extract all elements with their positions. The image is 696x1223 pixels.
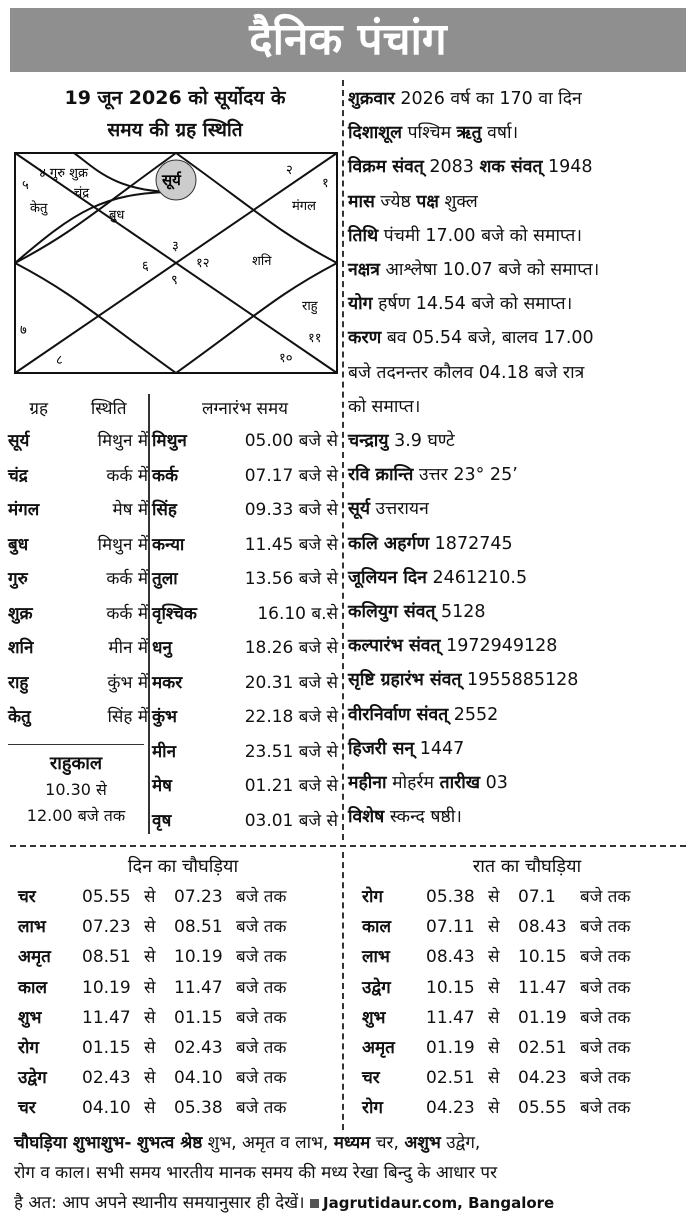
info-row <box>348 595 688 629</box>
chart-top-left: ४ गुरु शुक्र <box>39 166 88 181</box>
grah-name: शनि <box>8 638 34 658</box>
lagna-time: 13.56 बजे से <box>244 569 338 589</box>
choghadiya-end: 01.19 <box>518 1007 567 1028</box>
choghadiya-se: से <box>488 1098 500 1119</box>
choghadiya-row <box>18 1093 348 1123</box>
info-row <box>348 629 688 663</box>
choghadiya-tak: बजे तक <box>580 1038 631 1059</box>
lagna-row <box>152 666 338 701</box>
choghadiya-name: चर <box>18 1098 36 1119</box>
lagna-row <box>152 700 338 735</box>
choghadiya-end: 08.43 <box>518 917 567 938</box>
grah-row <box>8 493 148 528</box>
svg-text:बुध: बुध <box>109 208 125 223</box>
choghadiya-tak: बजे तक <box>580 947 631 968</box>
info-key: दिशाशूल <box>348 123 403 144</box>
choghadiya-start: 10.15 <box>426 977 475 998</box>
grah-position: कर्क में <box>106 569 148 589</box>
choghadiya-tak: बजे तक <box>236 1098 287 1119</box>
choghadiya-start: 10.19 <box>82 977 131 998</box>
rahukaal-line1: 10.30 से <box>45 780 107 799</box>
lagna-row <box>152 562 338 597</box>
grah-row <box>8 528 148 563</box>
info-key: कलियुग संवत् <box>348 602 436 623</box>
choghadiya-tak: बजे तक <box>236 1068 287 1089</box>
lagna-name: धनु <box>152 638 172 658</box>
choghadiya-se: से <box>144 1038 156 1059</box>
choghadiya-row <box>18 973 348 1003</box>
info-value: आश्लेषा 10.07 बजे को समाप्त। <box>379 260 600 281</box>
rahukaal-label: राहुकाल <box>49 753 103 774</box>
choghadiya-end: 10.19 <box>174 947 223 968</box>
info-row <box>348 766 688 800</box>
grah-row <box>8 459 148 494</box>
info-row <box>348 287 688 321</box>
grah-position: मेष में <box>112 500 148 520</box>
info-key: ऋतु <box>456 123 482 144</box>
section-divider <box>10 845 686 847</box>
info-value: 2026 वर्ष का 170 वा दिन <box>394 89 582 109</box>
choghadiya-row <box>362 882 692 912</box>
lagna-row <box>152 631 338 666</box>
svg-text:६: ६ <box>142 259 149 274</box>
svg-text:राहु: राहु <box>302 299 318 314</box>
choghadiya-row <box>362 1003 692 1033</box>
info-value: 2083 <box>423 157 480 178</box>
choghadiya-name: शुभ <box>362 1007 386 1028</box>
info-row <box>348 116 688 150</box>
choghadiya-row <box>18 942 348 972</box>
lagna-name: वृश्चिक <box>152 603 197 624</box>
choghadiya-tak: बजे तक <box>580 887 631 907</box>
info-value: उत्तर 23° 25’ <box>413 465 518 486</box>
info-value: ज्येष्ठ <box>374 191 417 212</box>
choghadiya-se: से <box>488 1038 500 1059</box>
choghadiya-se: से <box>488 887 500 907</box>
grah-position: कर्क में <box>106 603 148 624</box>
lagna-header: लग्नारंभ समय <box>202 399 288 419</box>
info-key: रवि क्रान्ति <box>348 465 414 486</box>
lagna-row <box>152 493 338 528</box>
choghadiya-name: लाभ <box>18 917 46 938</box>
choghadiya-se: से <box>488 947 500 968</box>
choghadiya-tak: बजे तक <box>236 887 287 907</box>
choghadiya-end: 11.47 <box>518 977 567 998</box>
choghadiya-tak: बजे तक <box>580 977 631 998</box>
svg-text:सूर्य: सूर्य <box>162 171 181 189</box>
info-key: तारीख <box>439 773 481 794</box>
lagna-row <box>152 804 338 839</box>
info-value: 1447 <box>414 738 465 759</box>
info-row <box>348 698 688 732</box>
info-value: मोहर्रम <box>386 773 440 794</box>
choghadiya-end: 04.10 <box>174 1068 223 1089</box>
info-value: वर्षा। <box>481 123 519 144</box>
choghadiya-se: से <box>488 917 500 938</box>
info-key: नक्षत्र <box>348 260 380 281</box>
choghadiya-end: 05.55 <box>518 1098 567 1119</box>
choghadiya-tak: बजे तक <box>580 1068 631 1089</box>
night-choghadiya-heading: रात का चौघड़िया <box>472 856 582 877</box>
svg-text:१२: १२ <box>196 256 210 271</box>
lagna-name: कुंभ <box>152 707 178 727</box>
info-value: 1972949128 <box>440 636 558 657</box>
info-key: विशेष <box>348 807 385 828</box>
choghadiya-tak: बजे तक <box>580 1098 631 1119</box>
choghadiya-se: से <box>488 1068 500 1089</box>
grah-name: बुध <box>8 534 29 555</box>
info-value: शुक्ल <box>438 191 478 212</box>
lagna-time: 18.26 बजे से <box>244 638 338 658</box>
info-value: स्कन्द षष्ठी। <box>384 807 462 828</box>
grah-position: सिंह में <box>107 707 148 727</box>
info-row <box>348 561 688 595</box>
grah-row <box>8 631 148 666</box>
lagna-name: मीन <box>152 741 177 762</box>
info-key: पक्ष <box>416 191 439 212</box>
choghadiya-end: 11.47 <box>174 977 223 998</box>
grah-name: शुक्र <box>8 603 33 624</box>
choghadiya-name: चर <box>18 887 36 907</box>
info-row <box>348 253 688 287</box>
sthiti-header: स्थिति <box>90 399 127 419</box>
grah-name: केतु <box>8 707 31 727</box>
choghadiya-tak: बजे तक <box>236 1007 287 1028</box>
lagna-table <box>152 394 338 838</box>
info-key: चन्द्रायु <box>348 431 389 452</box>
lagna-time: 05.00 बजे से <box>244 431 338 451</box>
lagna-name: कर्क <box>152 465 179 486</box>
choghadiya-tak: बजे तक <box>236 1038 287 1059</box>
lagna-name: मेष <box>152 776 172 796</box>
lagna-row <box>152 459 338 494</box>
info-row <box>348 82 688 116</box>
svg-text:५: ५ <box>22 178 29 193</box>
svg-text:८: ८ <box>56 353 63 368</box>
lagna-time: 09.33 बजे से <box>244 500 338 520</box>
svg-text:चंद्र: चंद्र <box>74 186 90 201</box>
info-value: पश्चिम <box>402 123 457 144</box>
choghadiya-end: 02.43 <box>174 1038 223 1059</box>
choghadiya-end: 10.15 <box>518 947 567 968</box>
lagna-name: कन्या <box>152 534 185 555</box>
info-key: योग <box>348 294 373 315</box>
svg-text:१: १ <box>322 176 329 191</box>
choghadiya-row <box>362 1033 692 1063</box>
lagna-divider <box>148 394 150 834</box>
page-title: दैनिक पंचांग <box>10 8 686 72</box>
choghadiya-tak: बजे तक <box>236 917 287 938</box>
info-key: शक संवत् <box>479 157 543 178</box>
svg-text:शनि: शनि <box>252 254 272 269</box>
grah-header: ग्रह <box>29 399 49 419</box>
lagna-name: तुला <box>152 569 178 589</box>
info-value: बव 05.54 बजे, बालव 17.00 <box>381 328 594 349</box>
info-value: बजे तदनन्तर कौलव 04.18 बजे रात्र <box>348 362 585 383</box>
svg-text:३: ३ <box>172 239 179 254</box>
grah-row <box>8 562 148 597</box>
grah-row <box>8 700 148 735</box>
footer-note: चौघड़िया शुभाशुभ- शुभत्व श्रेष्ठ शुभ, अमृत व लाभ, मध्यम चर, अशुभ उद्वेग, रोग व काल। सभी समय भारतीय मानक समय की मध्य रेखा बिन्दु के आधार पर है अत: आप अपने स्थानीय समयानुसार ही देखें। Jagrutidaur.com, Bangalore <box>14 1133 555 1213</box>
info-row <box>348 732 688 766</box>
lagna-time: 23.51 बजे से <box>244 741 338 762</box>
choghadiya-start: 05.55 <box>82 887 131 907</box>
choghadiya-row <box>18 912 348 942</box>
info-column <box>348 82 688 834</box>
lagna-name: मकर <box>152 672 183 693</box>
choghadiya-name: अमृत <box>18 947 51 968</box>
lagna-time: 16.10 ब.से <box>257 603 338 624</box>
svg-text:मंगल: मंगल <box>292 199 316 214</box>
info-row <box>348 219 688 253</box>
choghadiya-row <box>362 973 692 1003</box>
lagna-row <box>152 528 338 563</box>
grah-name: चंद्र <box>8 465 28 486</box>
rahukaal-box <box>8 744 144 829</box>
info-key: सूर्य <box>348 499 370 520</box>
info-value: 2461210.5 <box>426 567 528 588</box>
info-key: मास <box>348 191 375 212</box>
lagna-row <box>152 597 338 632</box>
choghadiya-name: अमृत <box>362 1038 395 1059</box>
info-key: कलि अहर्गण <box>348 533 430 554</box>
info-row <box>348 663 688 697</box>
grah-row <box>8 424 148 459</box>
choghadiya-se: से <box>144 1098 156 1119</box>
choghadiya-name: काल <box>362 917 391 938</box>
choghadiya-row <box>362 942 692 972</box>
choghadiya-row <box>18 1003 348 1033</box>
info-value: 03 <box>480 773 508 794</box>
choghadiya-end: 04.23 <box>518 1068 567 1089</box>
info-value: 5128 <box>435 602 486 623</box>
choghadiya-se: से <box>144 947 156 968</box>
info-key: जूलियन दिन <box>348 567 427 588</box>
night-choghadiya <box>362 852 692 1124</box>
grah-position: मिथुन में <box>97 534 148 555</box>
choghadiya-row <box>362 1063 692 1093</box>
info-row <box>348 800 688 834</box>
info-value: पंचमी 17.00 बजे को समाप्त। <box>378 225 582 246</box>
info-row <box>348 185 688 219</box>
choghadiya-start: 07.11 <box>426 917 475 938</box>
chart-heading-line1: 19 जून 2026 को सूर्योदय के <box>64 87 286 109</box>
choghadiya-end: 05.38 <box>174 1098 223 1119</box>
grah-position: मिथुन में <box>97 431 148 451</box>
grah-table <box>8 394 148 735</box>
info-row <box>348 390 688 424</box>
choghadiya-end: 08.51 <box>174 917 223 938</box>
choghadiya-start: 11.47 <box>82 1007 131 1028</box>
grah-position: कुंभ में <box>107 672 148 693</box>
grah-name: राहु <box>8 672 29 693</box>
choghadiya-se: से <box>144 917 156 938</box>
brand-credit: Jagrutidaur.com, Bangalore <box>310 1194 554 1212</box>
choghadiya-divider <box>342 852 344 1130</box>
info-key: तिथि <box>348 225 379 246</box>
choghadiya-start: 08.43 <box>426 947 475 968</box>
choghadiya-name: उद्वेग <box>18 1068 47 1089</box>
choghadiya-row <box>362 912 692 942</box>
svg-text:९: ९ <box>171 273 178 288</box>
info-key: विक्रम संवत् <box>348 157 424 178</box>
lagna-time: 01.21 बजे से <box>244 776 338 796</box>
info-row <box>348 150 688 184</box>
choghadiya-end: 07.23 <box>174 887 223 907</box>
grah-row <box>8 597 148 632</box>
lagna-row <box>152 424 338 459</box>
choghadiya-name: रोग <box>362 1098 383 1119</box>
choghadiya-end: 01.15 <box>174 1007 223 1028</box>
choghadiya-end: 02.51 <box>518 1038 567 1059</box>
choghadiya-name: रोग <box>362 887 383 907</box>
choghadiya-se: से <box>144 1068 156 1089</box>
info-value: 1948 <box>542 157 593 178</box>
kundali-chart <box>14 152 338 374</box>
choghadiya-row <box>18 882 348 912</box>
choghadiya-name: लाभ <box>362 947 390 968</box>
grah-position: कर्क में <box>106 465 148 486</box>
info-key: महीना <box>348 773 387 794</box>
info-row <box>348 424 688 458</box>
grah-row <box>8 666 148 701</box>
choghadiya-name: शुभ <box>18 1007 42 1028</box>
info-value: को समाप्त। <box>348 396 421 417</box>
kundali-diagram <box>14 152 338 374</box>
svg-text:११: ११ <box>308 331 322 346</box>
choghadiya-start: 04.10 <box>82 1098 131 1119</box>
day-choghadiya <box>18 852 348 1124</box>
chart-heading-line2: समय की ग्रह स्थिति <box>107 119 243 141</box>
choghadiya-se: से <box>488 977 500 998</box>
lagna-time: 11.45 बजे से <box>244 534 338 555</box>
info-key: हिजरी सन् <box>348 738 415 759</box>
info-value: 1955885128 <box>461 670 579 691</box>
choghadiya-start: 08.51 <box>82 947 131 968</box>
info-value: 3.9 घण्टे <box>388 431 455 452</box>
info-key: करण <box>348 328 382 349</box>
grah-name: गुरु <box>8 569 28 589</box>
choghadiya-tak: बजे तक <box>580 917 631 938</box>
info-row <box>348 458 688 492</box>
info-value: 1872745 <box>429 533 513 554</box>
lagna-time: 07.17 बजे से <box>244 465 338 486</box>
choghadiya-name: चर <box>362 1068 380 1089</box>
choghadiya-se: से <box>144 1007 156 1028</box>
info-value: हर्षण 14.54 बजे को समाप्त। <box>372 294 573 315</box>
grah-position: मीन में <box>108 638 148 658</box>
svg-text:१०: १० <box>279 351 293 366</box>
info-row <box>348 356 688 390</box>
choghadiya-se: से <box>488 1007 500 1028</box>
choghadiya-start: 05.38 <box>426 887 475 907</box>
choghadiya-row <box>18 1063 348 1093</box>
choghadiya-start: 04.23 <box>426 1098 475 1119</box>
choghadiya-start: 02.51 <box>426 1068 475 1089</box>
info-row <box>348 492 688 526</box>
lagna-name: मिथुन <box>152 431 187 451</box>
info-value: उत्तरायन <box>369 499 429 520</box>
grah-name: मंगल <box>8 500 40 520</box>
choghadiya-tak: बजे तक <box>236 977 287 998</box>
choghadiya-start: 07.23 <box>82 917 131 938</box>
info-row <box>348 321 688 355</box>
day-choghadiya-heading: दिन का चौघड़िया <box>127 856 239 877</box>
choghadiya-name: रोग <box>18 1038 39 1059</box>
choghadiya-start: 01.19 <box>426 1038 475 1059</box>
grah-name: सूर्य <box>8 431 30 451</box>
left-column <box>10 82 340 146</box>
choghadiya-se: से <box>144 977 156 998</box>
info-row <box>348 527 688 561</box>
choghadiya-start: 02.43 <box>82 1068 131 1089</box>
choghadiya-se: से <box>144 887 156 907</box>
info-key: सृष्टि ग्रहारंभ संवत् <box>348 670 462 691</box>
choghadiya-row <box>18 1033 348 1063</box>
info-key: वीरनिर्वाण संवत् <box>348 704 449 725</box>
svg-text:२: २ <box>286 163 293 178</box>
svg-text:७: ७ <box>20 323 27 338</box>
lagna-row <box>152 735 338 770</box>
rahukaal-line2: 12.00 बजे तक <box>26 806 126 825</box>
choghadiya-row <box>362 1093 692 1123</box>
info-key: कल्पारंभ संवत् <box>348 636 441 657</box>
choghadiya-name: काल <box>18 977 47 998</box>
lagna-time: 03.01 बजे से <box>244 810 338 831</box>
choghadiya-name: उद्वेग <box>362 977 391 998</box>
choghadiya-tak: बजे तक <box>580 1007 631 1028</box>
lagna-name: वृष <box>152 810 172 831</box>
choghadiya-start: 01.15 <box>82 1038 131 1059</box>
svg-text:केतु: केतु <box>30 201 48 216</box>
choghadiya-start: 11.47 <box>426 1007 475 1028</box>
column-divider <box>342 80 344 840</box>
info-key: शुक्रवार <box>348 89 395 109</box>
lagna-time: 22.18 बजे से <box>244 707 338 727</box>
choghadiya-tak: बजे तक <box>236 947 287 968</box>
choghadiya-end: 07.1 <box>518 887 556 907</box>
lagna-name: सिंह <box>152 500 177 520</box>
info-value: 2552 <box>448 704 499 725</box>
lagna-row <box>152 769 338 804</box>
lagna-time: 20.31 बजे से <box>244 672 338 693</box>
